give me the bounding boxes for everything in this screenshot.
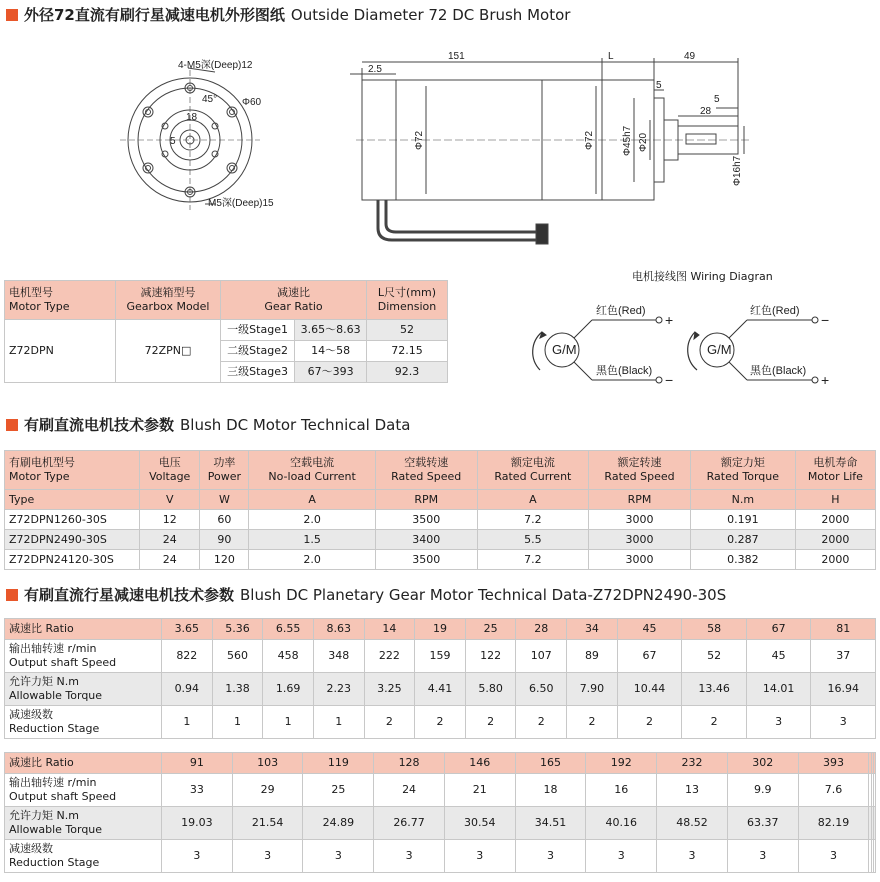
header-cell: 空载转速 Rated Speed — [375, 451, 477, 490]
table-row — [5, 530, 876, 550]
table-cell: 0.191 — [690, 510, 795, 530]
section-marker-icon — [6, 9, 18, 21]
sign-right-bottom: + — [821, 372, 830, 388]
table-cell: 33 — [162, 774, 233, 807]
label-5: 5 — [170, 136, 176, 147]
header-dimension: L尺寸(mm) Dimension — [367, 281, 448, 320]
table-cell: 3 — [232, 840, 303, 873]
table-cell: 1 — [162, 706, 213, 739]
table-cell: 45 — [746, 640, 811, 673]
header-cell: 电机寿命 Motor Life — [795, 451, 875, 490]
table-cell: 3000 — [589, 550, 691, 570]
table-cell: 0.94 — [162, 673, 213, 706]
unit-cell: V — [140, 490, 200, 510]
table-cell: 146 — [444, 753, 515, 774]
row-label-text: Reduction Stage — [9, 722, 100, 735]
table-cell: 1.69 — [263, 673, 314, 706]
table-cell: 107 — [516, 640, 567, 673]
front-view — [120, 68, 260, 210]
header-cell: 额定转速 Rated Speed — [589, 451, 691, 490]
table-cell: 34 — [567, 619, 618, 640]
header-cell: 电压 Voltage — [140, 451, 200, 490]
table-cell: 560 — [212, 640, 263, 673]
table-row — [5, 706, 876, 739]
table-row — [5, 320, 448, 341]
row-label-text: Allowable Torque — [9, 823, 103, 836]
table-cell: 25 — [303, 774, 374, 807]
label-5b: 5 — [714, 94, 720, 105]
row-label-text: Allowable Torque — [9, 689, 103, 702]
table-cell: 52 — [682, 640, 747, 673]
label-phi72-b: Φ72 — [584, 130, 595, 150]
wire-left-top: 红色(Red) — [596, 305, 646, 317]
table-cell: 3 — [303, 840, 374, 873]
table-cell: 25 — [465, 619, 516, 640]
table-cell: 16 — [586, 774, 657, 807]
table-cell: 103 — [232, 753, 303, 774]
row-label — [5, 619, 162, 640]
table-cell: 7.6 — [798, 774, 869, 807]
header-gearbox: 减速箱型号 Gearbox Model — [116, 281, 221, 320]
row-label — [5, 807, 162, 840]
table-cell: 81 — [811, 619, 876, 640]
unit-cell: Type — [5, 490, 140, 510]
table-cell: 2.23 — [313, 673, 364, 706]
table-cell: 393 — [798, 753, 869, 774]
cell-stage: 一级Stage1 — [221, 320, 295, 341]
wiring-title: 电机接线图 Wiring Diagran — [632, 270, 773, 283]
table-cell: 19 — [415, 619, 466, 640]
table-cell: 822 — [162, 640, 213, 673]
section-title-cn: 有刷直流电机技术参数 — [24, 416, 175, 434]
label-151: 151 — [448, 51, 465, 62]
table-cell: 2 — [516, 706, 567, 739]
table-cell: 4.41 — [415, 673, 466, 706]
label-phi20: Φ20 — [638, 132, 649, 152]
table-cell: 3.65 — [162, 619, 213, 640]
label-l: L — [608, 51, 614, 62]
row-label-text: Reduction Stage — [9, 856, 100, 869]
table-cell: 13.46 — [682, 673, 747, 706]
table-cell: 40.16 — [586, 807, 657, 840]
unit-cell: A — [249, 490, 375, 510]
motor-gearbox-table — [4, 280, 448, 383]
table-row — [5, 673, 876, 706]
table-cell: 2000 — [795, 550, 875, 570]
table-cell: 222 — [364, 640, 415, 673]
table-cell: 90 — [200, 530, 249, 550]
table-cell — [873, 840, 875, 873]
table-cell: 2 — [567, 706, 618, 739]
wire-left-bottom: 黑色(Black) — [596, 365, 653, 377]
table-row — [5, 840, 876, 873]
gear-data-table-2 — [4, 752, 876, 873]
table-cell: 67 — [617, 640, 682, 673]
table-cell: 12 — [140, 510, 200, 530]
table-cell: 1.38 — [212, 673, 263, 706]
table-cell: 24.89 — [303, 807, 374, 840]
header-cell: 额定电流 Rated Current — [477, 451, 589, 490]
table-cell: Z72DPN24120-30S — [5, 550, 140, 570]
table-row — [5, 640, 876, 673]
cell-motor: Z72DPN — [5, 320, 116, 383]
table-cell — [873, 774, 875, 807]
header-cell: 功率 Power — [200, 451, 249, 490]
table-cell: 60 — [200, 510, 249, 530]
wire-right-bottom: 黑色(Black) — [750, 365, 807, 377]
table-cell: 30.54 — [444, 807, 515, 840]
header-cell: 空载电流 No-load Current — [249, 451, 375, 490]
table-cell: 2000 — [795, 510, 875, 530]
table-cell: 6.50 — [516, 673, 567, 706]
gm-left-label: G/M — [552, 342, 577, 357]
section-title-en: Outside Diameter 72 DC Brush Motor — [290, 5, 571, 24]
gear-data-table-1 — [4, 618, 876, 739]
table-cell: 2 — [682, 706, 747, 739]
table-cell: 3 — [586, 840, 657, 873]
table-cell: 165 — [515, 753, 586, 774]
unit-cell: RPM — [589, 490, 691, 510]
table-row — [5, 550, 876, 570]
section-title-en: Blush DC Planetary Gear Motor Technical Data-Z72DPN2490-30S — [240, 585, 727, 604]
table-cell: 1.5 — [249, 530, 375, 550]
row-label-text: Output shaft Speed — [9, 656, 117, 669]
row-label-text: 减速比 Ratio — [9, 756, 74, 769]
table-cell — [873, 753, 875, 774]
cell-dim: 72.15 — [367, 341, 448, 362]
table-cell: 7.2 — [477, 510, 589, 530]
wiring-diagram — [520, 262, 880, 402]
unit-cell: W — [200, 490, 249, 510]
row-label-text: Output shaft Speed — [9, 790, 117, 803]
header-cell: 有刷电机型号 Motor Type — [5, 451, 140, 490]
unit-cell: A — [477, 490, 589, 510]
table-cell: 9.9 — [727, 774, 798, 807]
table-cell: 29 — [232, 774, 303, 807]
table-cell: 3.25 — [364, 673, 415, 706]
table-cell: 3 — [811, 706, 876, 739]
table-cell: 2.0 — [249, 510, 375, 530]
unit-cell: N.m — [690, 490, 795, 510]
label-49: 49 — [684, 51, 696, 62]
header-cell: 额定力矩 Rated Torque — [690, 451, 795, 490]
table-cell: 3 — [515, 840, 586, 873]
table-cell: 37 — [811, 640, 876, 673]
unit-cell: H — [795, 490, 875, 510]
table-header-row — [5, 451, 876, 490]
table-cell: 8.63 — [313, 619, 364, 640]
table-cell: 89 — [567, 640, 618, 673]
table-row — [5, 807, 876, 840]
gm-right-label: G/M — [707, 342, 732, 357]
label-phi60: Φ60 — [242, 97, 262, 108]
side-view-labels — [368, 51, 743, 186]
row-label — [5, 640, 162, 673]
table-cell: 24 — [140, 530, 200, 550]
table-cell: 2000 — [795, 530, 875, 550]
table-row — [5, 774, 876, 807]
row-label-text: 允许力矩 N.m — [9, 675, 79, 688]
table-cell: 26.77 — [374, 807, 445, 840]
table-cell: 3 — [727, 840, 798, 873]
header-gear-ratio: 减速比 Gear Ratio — [221, 281, 367, 320]
table-cell: 3500 — [375, 510, 477, 530]
label-2-5: 2.5 — [368, 64, 382, 75]
table-cell: Z72DPN2490-30S — [5, 530, 140, 550]
table-cell: 18 — [515, 774, 586, 807]
table-cell: 302 — [727, 753, 798, 774]
table-cell: 159 — [415, 640, 466, 673]
table-cell: 7.90 — [567, 673, 618, 706]
table-cell: 348 — [313, 640, 364, 673]
sign-left-bottom: − — [665, 372, 674, 388]
table-cell: 192 — [586, 753, 657, 774]
row-label-text: 减速比 Ratio — [9, 622, 74, 635]
table-cell: 10.44 — [617, 673, 682, 706]
table-cell: 48.52 — [657, 807, 728, 840]
section-title-en: Blush DC Motor Technical Data — [180, 415, 411, 434]
section-marker-icon — [6, 589, 18, 601]
table-cell: 45 — [617, 619, 682, 640]
table-cell: 128 — [374, 753, 445, 774]
table-cell: 3 — [374, 840, 445, 873]
row-label-text: 允许力矩 N.m — [9, 809, 79, 822]
cell-gearbox: 72ZPN□ — [116, 320, 221, 383]
table-cell: 34.51 — [515, 807, 586, 840]
section-title-cn: 有刷直流行星减速电机技术参数 — [24, 586, 235, 604]
label-5a: 5 — [656, 80, 662, 91]
row-label — [5, 673, 162, 706]
table-cell: 119 — [303, 753, 374, 774]
table-cell: 2.0 — [249, 550, 375, 570]
table-cell: 5.5 — [477, 530, 589, 550]
table-cell: 2 — [364, 706, 415, 739]
sign-left-top: + — [665, 312, 674, 328]
table-cell: Z72DPN1260-30S — [5, 510, 140, 530]
table-cell: 28 — [516, 619, 567, 640]
dimension-drawing — [0, 28, 880, 278]
cell-stage: 三级Stage3 — [221, 362, 295, 383]
table-row — [5, 753, 876, 774]
table-cell: 16.94 — [811, 673, 876, 706]
label-phi16h7: Φ16h7 — [732, 155, 743, 186]
front-view-labels — [170, 59, 274, 209]
label-18: 18 — [186, 112, 198, 123]
table-cell — [873, 807, 875, 840]
tech-data-table — [4, 450, 876, 570]
table-cell: 2 — [617, 706, 682, 739]
side-view — [350, 58, 750, 244]
table-cell: 3 — [444, 840, 515, 873]
table-cell: 3400 — [375, 530, 477, 550]
table-cell: 3000 — [589, 530, 691, 550]
wire-right-top: 红色(Red) — [750, 305, 800, 317]
section-title-gear — [6, 584, 726, 605]
section-title-dimension — [6, 4, 570, 25]
row-label-text: 输出轴转速 r/min — [9, 776, 97, 789]
table-cell: 7.2 — [477, 550, 589, 570]
section-title-tech — [6, 414, 410, 435]
table-cell: 91 — [162, 753, 233, 774]
table-cell: 67 — [746, 619, 811, 640]
cell-dim: 52 — [367, 320, 448, 341]
table-cell: 82.19 — [798, 807, 869, 840]
table-cell: 2 — [465, 706, 516, 739]
table-cell: 232 — [657, 753, 728, 774]
table-cell: 0.287 — [690, 530, 795, 550]
table-row — [5, 510, 876, 530]
cell-ratio: 14～58 — [295, 341, 367, 362]
cell-ratio: 3.65～8.63 — [295, 320, 367, 341]
label-angle: 45° — [202, 94, 218, 105]
row-label-text: 减速级数 — [9, 708, 53, 721]
table-cell: 2 — [415, 706, 466, 739]
row-label — [5, 774, 162, 807]
table-cell: 63.37 — [727, 807, 798, 840]
cell-dim: 92.3 — [367, 362, 448, 383]
table-cell: 122 — [465, 640, 516, 673]
table-cell: 19.03 — [162, 807, 233, 840]
table-cell: 0.382 — [690, 550, 795, 570]
table-cell: 3000 — [589, 510, 691, 530]
table-cell: 21.54 — [232, 807, 303, 840]
label-phi72-a: Φ72 — [414, 130, 425, 150]
unit-cell: RPM — [375, 490, 477, 510]
header-motor-type: 电机型号 Motor Type — [5, 281, 116, 320]
table-cell: 58 — [682, 619, 747, 640]
table-cell: 3 — [657, 840, 728, 873]
table-cell: 1 — [263, 706, 314, 739]
cell-stage: 二级Stage2 — [221, 341, 295, 362]
table-row — [5, 619, 876, 640]
table-cell: 1 — [212, 706, 263, 739]
section-title-cn: 外径72直流有刷行星减速电机外形图纸 — [24, 6, 285, 24]
table-cell: 14 — [364, 619, 415, 640]
table-cell: 3 — [746, 706, 811, 739]
label-4-m5-deep: 4-M5深(Deep)12 — [178, 60, 253, 71]
sign-right-top: − — [821, 312, 830, 328]
row-label-text: 输出轴转速 r/min — [9, 642, 97, 655]
row-label — [5, 840, 162, 873]
table-cell: 21 — [444, 774, 515, 807]
cell-ratio: 67～393 — [295, 362, 367, 383]
table-header-row — [5, 281, 448, 320]
table-cell: 120 — [200, 550, 249, 570]
table-cell: 14.01 — [746, 673, 811, 706]
label-28: 28 — [700, 106, 712, 117]
table-cell: 3 — [162, 840, 233, 873]
label-phi45h7: Φ45h7 — [622, 125, 633, 156]
table-cell: 24 — [140, 550, 200, 570]
table-cell: 24 — [374, 774, 445, 807]
label-m5-deep: M5深(Deep)15 — [208, 198, 274, 209]
table-cell: 6.55 — [263, 619, 314, 640]
tech-table-body — [5, 510, 876, 570]
table-cell: 458 — [263, 640, 314, 673]
table-cell: 1 — [313, 706, 364, 739]
wiring-svg — [520, 262, 880, 402]
row-label — [5, 753, 162, 774]
row-label — [5, 706, 162, 739]
table-cell: 5.80 — [465, 673, 516, 706]
section-marker-icon — [6, 419, 18, 431]
row-label-text: 减速级数 — [9, 842, 53, 855]
table-unit-row — [5, 490, 876, 510]
table-cell: 5.36 — [212, 619, 263, 640]
table-cell: 3 — [798, 840, 869, 873]
table-cell: 3500 — [375, 550, 477, 570]
table-cell: 13 — [657, 774, 728, 807]
